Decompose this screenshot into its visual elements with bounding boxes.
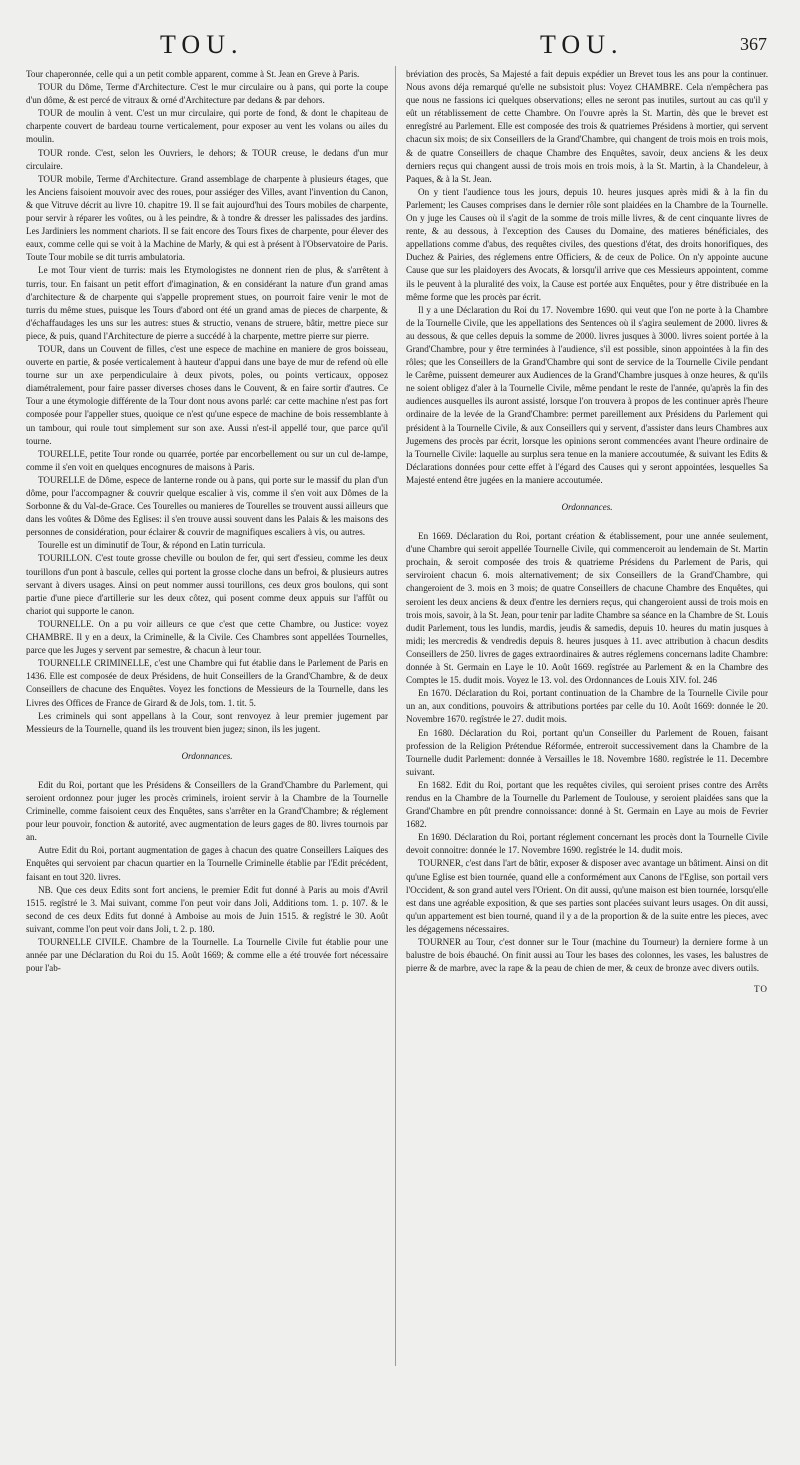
paragraph: TOUR, dans un Couvent de filles, c'est une espece de machine en maniere de gros boisseau, ouverte en partie, & posée verticalement à hauteur d'appui dans une baye de mur de refend où elle tourne sur un axe perpendiculaire à deux pivots, poles, ou points verticaux, opposez diamétralement, pour faire passer diverses choses dans le Couvent, & en faire sortir d'autres. Ce Tour a une étymologie différente de la Tour dont nous avons parlé: car cette machine n'est pas fort composée pour l'appeller stues, quoique ce n'est qu'une espece de machine de bois ressemblante à un tambour, qui roule tout simplement sur son axe. Aussi n'est-il appellé tour, que parce qu'il tourne. — [26, 343, 388, 446]
paragraph: TOUR de moulin à vent. C'est un mur circulaire, qui porte de fond, & dont le chapiteau de charpente couvert de bardeau tourne verticalement, pour exposer au vent les volans ou ailes du moulin. — [26, 108, 388, 145]
ordonnance-paragraph: En 1680. Déclaration du Roi, portant qu'un Conseiller du Parlement de Rouen, faisant profession de la Religion Prétendue Réformée, entreroit successivement dans la Chambre de la Tournelle dudit Parlement: donnée à Versailles le 18. Novembre 1680. regîstrée le 11. Decembre suivant. — [406, 727, 768, 777]
right-column — [406, 68, 768, 996]
running-head-right: TOU. — [540, 30, 624, 59]
ordonnance-paragraph: En 1690. Déclaration du Roi, portant réglement concernant les procès dont la Tournelle Civile devoit connoitre: donnée le 17. Novembre 1690. regîstrée le 14. dudit mois. — [406, 832, 768, 856]
ordonnance-paragraph: TOURNELLE CIVILE. Chambre de la Tournelle. La Tournelle Civile fut établie pour une année par une Déclaration du Roi du 15. Août 1669; & comme elle a été trouvée fort nécessaire pour l'ab- — [26, 937, 388, 974]
section-title: Ordonnances. — [181, 750, 233, 761]
paragraph: On y tient l'audience tous les jours, depuis 10. heures jusques après midi & à la fin du Parlement; les Causes comprises dans le dernier rôle sont plaidées en la Chambre de la Tournelle. On y juge les Causes où il s'agit de la somme de trois mille livres, & de cent cinquante livres de rente, & au dessous, à l'exception des Causes du Domaine, des matieres bénéficiales, des appellations comme d'abus, des requêtes civiles, des questions d'état, des droits honorifiques, des Duchez & Pairies, des réglemens entre Officiers, & de ceux de Police. On n'y appointe aucune Cause que sur les plaidoyers des Avocats, & lorsqu'il arrive que ces Messieurs appointent, comme ils le peuvent à la pluralité des voix, la Cause est portée aux Enquêtes, pour y être distribuée en la même forme que les procès par écrit. — [406, 186, 768, 302]
ordonnance-paragraph: TOURNER, c'est dans l'art de bâtir, exposer & disposer avec avantage un bâtiment. Ainsi on dit qu'une Eglise est bien tournée, quand elle a conformément aux Canons de l'Eglise, son portail vers l'Occident, & son grand autel vers l'Orient. On dit aussi, qu'une maison est bien tournée, lorsqu'elle est dans une agréable exposition, & que ses parties sont placées suivant leurs usages. On dit aussi, qu'un appartement est bien tourné, quand il y a de la proportion & de la suite entre les pieces, avec les dégagemens nécessaires. — [406, 858, 768, 934]
column-divider — [395, 66, 396, 1366]
running-head — [0, 22, 800, 62]
ordonnance-paragraph: Edit du Roi, portant que les Présidens & Conseillers de la Grand'Chambre du Parlement, qui seroient ordonnez pour juger les procès criminels, iroient servir à la Chambre de la Tournelle Criminelle, comme faisoient ceux des Enquêtes, sans s'arrêter en la Grand'Chambre; & réglement pour leur pouvoir, fonction & autorité, avec augmentation de leurs gages de 80. livres tournois par an. — [26, 779, 388, 843]
ordonnance-paragraph: En 1669. Déclaration du Roi, portant création & établissement, pour une année seulement, d'une Chambre qui seroit appellée Tournelle Civile, qui commenceroit au lendemain de St. Martin prochain, & seroit composée des trois & quatrieme Présidens du Parlement de Paris, qui serviroient chacun 6. mois alternativement; de six Conseillers de la Grand'Chambre, qui changeroient de 3. mois en 3 mois; de quatre Conseillers de chacune Chambre des Enquêtes, qui seroient les deux anciens & deux d'entre les derniers reçus, qui changeroient aussi de trois mois en trois mois, savoir, à la St. Jean, pour tenir par ladite Chambre sa séance en la Chambre de St. Louis dudit Parlement, tous les lundis, mardis, jeudis & samedis, depuis 10. heures du matin jusques à midi; les mercredis & vendredis depuis 8. heures jusques à 11. avec attribution à chacun desdits Conseillers de 250. livres de gages extraordinaires & autres réglemens concernans ladite Chambre: donnée à St. Germain en Laye le 10. Août 1669. regîstrée au Parlement & en la Chambre des Comptes le 15. dudit mois. Voyez le 13. vol. des Ordonnances de Louis XIV. fol. 246 — [406, 531, 768, 686]
paragraph: Tourelle est un diminutif de Tour, & répond en Latin turricula. — [38, 540, 266, 551]
paragraph: TOUR ronde. C'est, selon les Ouvriers, le dehors; & TOUR creuse, le dedans d'un mur circulaire. — [26, 147, 388, 171]
paragraph: bréviation des procès, Sa Majesté a fait depuis expédier un Brevet tous les ans pour la continuer. Nous avons déja remarqué qu'elle ne subsistoit plus: Voyez CHAMBRE. Cela n'empêchera pas que nous ne fassions ici quelques observations; elles ne seront pas inutiles, surtout au cas qu'il y eût un rétablissement de cette Chambre. On l'ouvre après la St. Martin, dès que le brevet est enregîstré au Parlement. Elle est composée des trois & quatriemes Présidens à mortier, qui servent chacun six mois; de six Conseillers de la Grand'Chambre, qui changent de trois mois en trois mois, & de quatre Conseillers de chaque Chambre des Enquêtes, savoir, deux anciens & les deux derniers reçus qui changent aussi de trois mois en trois mois, à la St. Martin, à la Chandeleur, à Paques, & à la St. Jean. — [406, 69, 768, 184]
page-number: 367 — [740, 34, 767, 54]
paragraph: Il y a une Déclaration du Roi du 17. Novembre 1690. qui veut que l'on ne porte à la Chambre de la Tournelle Civile, que les appellations des Sentences où il s'agira seulement de 2000. livres & au dessous, & que celles depuis la somme de 2000. livres jusques à 3000. livres soient portée à la Grand'Chambre, pour y être terminées à l'audience, s'il est possible, sinon appointées à la fin des rôles; que les Conseillers de la Grand'Chambre qui sont de service de la Tournelle Civile pendant le Carême, puissent demeurer aux Audiences de la Grand'Chambre jusques à onze heures, & qu'ils ne soient obligez d'aler à la Tournelle Civile, même pendant le reste de l'année, qu'après la fin des audiences ausquelles ils auront assisté, lorsque l'on trouvera à propos de les continuer après l'heure ordinaire de la levée de la Grand'Chambre: permet pareillement aux Présidens du Parlement qui président à la Tournelle Civile, & aux Conseillers qui y servent, d'assister dans leurs Chambres aux Jugemens des procès par écrit, lorsque les opinions seront commencées avant l'heure ordinaire de la Tournelle Civile: laquelle au surplus sera tenue en la maniere accoutumée, & suivant les Edits & Déclarations données pour cette effet à l'égard des Causes qui y seront appointées, lesquelles Sa Majesté entend être jugées en la maniere accoutumée. — [406, 304, 768, 485]
paragraph: Les criminels qui sont appellans à la Cour, sont renvoyez à leur premier jugement par Messieurs de la Tournelle, quand ils les trouvent bien jugez; sinon, ils les jugent. — [26, 710, 388, 734]
ordonnance-paragraph: En 1682. Edit du Roi, portant que les requêtes civiles, qui seroient prises contre des Arrêts rendus en la Chambre de la Tournelle du Parlement de Toulouse, y seroient plaidées sans que la Grand'Chambre en pût prendre connoissance: donné à St. Germain en Laye au mois de Fevrier 1682. — [406, 779, 768, 830]
ordonnance-paragraph: En 1670. Déclaration du Roi, portant continuation de la Chambre de la Tournelle Civile pour un an, aux conditions, pouvoirs & attributions portées par celle du 10. Août 1669: donnée le 20. Novembre 1670. regîstrée le 27. dudit mois. — [406, 688, 768, 725]
paragraph: TOURELLE, petite Tour ronde ou quarrée, portée par encorbellement ou sur un cul de-lampe, comme il s'en voit en quelques encognures de maisons à Paris. — [26, 448, 388, 472]
paragraph: Tour chaperonnée, celle qui a un petit comble apparent, comme à St. Jean en Greve à Paris. — [26, 69, 360, 79]
ordonnance-paragraph: NB. Que ces deux Edits sont fort anciens, le premier Edit fut donné à Paris au mois d'Avril 1515. regîstré le 3. Mai suivant, comme l'on peut voir dans Joli, Additions tom. 1. p. 107. & le second de ces deux Edits fut donné à Amboise au mois de Juin 1515. & regîstré le 30. Août suivant, comme l'on peut voir dans Joli, t. 2. p. 180. — [26, 884, 388, 934]
ordonnance-paragraph: Autre Edit du Roi, portant augmentation de gages à chacun des quatre Conseillers Laïques des Enquêtes qui servoient par chacun quartier en la Tournelle Criminelle établie par l'Edit précédent, faisant en tout 320. livres. — [26, 845, 388, 882]
catchword: TO — [754, 984, 768, 995]
paragraph: TOUR du Dôme, Terme d'Architecture. C'est le mur circulaire ou à pans, qui porte la coupe d'un dôme, & est percé de vitraux & orné d'Architecture par dedans & par dehors. — [26, 82, 388, 106]
running-head-left: TOU. — [160, 30, 244, 59]
paragraph: TOUR mobile, Terme d'Architecture. Grand assemblage de charpente à plusieurs étages, que les Anciens faisoient mouvoir avec des roues, pour assiéger des Villes, avant l'invention du Canon, & que Vitruve décrit au livre 10. chapitre 19. Il se fait aujourd'hui des Tours mobiles de charpente, pour servir à réparer les voûtes, ou à les peindre, & à tondre & dresser les palissades des jardins. Les Jardiniers les nomment chariots. Il se fait encore des Tours fixes de charpente, pour élever des eaux, comme celle qui se voit à la Machine de Marly, & qui est à présent à l'Observatoire de Paris. Toute Tour mobile se dit turris ambulatoria. — [26, 173, 388, 263]
paragraph: Le mot Tour vient de turris: mais les Etymologistes ne donnent rien de plus, & s'arrêtent à turris, tour. En faisant un petit effort d'imagination, & en considérant la nature d'un grand amas d'architecture & de charpente qui s'appelle proprement stues, on pourroit faire venir le mot de turris du même stues, puisque les Tours d'abord ont été un grand amas de pieces de charpente, & d'échaffaudages les uns sur les autres: stues & structio, venans de struere, bâtir, mettre piece sur piece, & puis, quand l'Architecture de pierre a succédé à la charpente, mettre pierre sur pierre. — [26, 265, 388, 341]
section-title: Ordonnances. — [561, 502, 613, 512]
ordonnance-paragraph: TOURNER au Tour, c'est donner sur le Tour (machine du Tourneur) la derniere forme à un balustre de bois ébauché. On finit aussi au Tour les bases des colonnes, les vases, les balustres de pierre & de marbre, avec la rape & la peau de chien de mer, & ceux de bronze avec divers outils. — [406, 937, 768, 974]
paragraph: TOURILLON. C'est toute grosse cheville ou boulon de fer, qui sert d'essieu, comme les deux tourillons d'un pont à bascule, celles qui portent la grosse cloche dans un befroi, & plusieurs autres servant à divers usages. Ainsi on peut nommer aussi tourillons, ces deux gros boulons, qui sont partie d'une piece d'artillerie sur les deux côtez, qui posent comme deux appuis sur l'affût ou chariot qui supporte le canon. — [26, 553, 388, 616]
left-column — [26, 68, 388, 975]
paragraph: TOURELLE de Dôme, espece de lanterne ronde ou à pans, qui porte sur le massif du plan d'un dôme, pour l'accompagner & couvrir quelque escalier à vis, comme il s'en voit aux Dômes de la Sorbonne & du Val-de-Grace. Ces Tourelles ou manieres de Tourelles se trouvent aussi ailleurs que dans les voûtes & Dôme des Eglises: il s'en trouve aussi souvent dans les Palais & les maisons des personnes de considération, pour éclairer & couvrir de magnifiques escaliers à vis, ou autres. — [26, 474, 388, 538]
paragraph: TOURNELLE. On a pu voir ailleurs ce que c'est que cette Chambre, ou Justice: voyez CHAMBRE. Il y en a deux, la Criminelle, & la Civile. Ces Chambres sont appellées Tournelles, parce que les Juges y servent par semestre, & chacun à leur tour. — [26, 618, 388, 656]
paragraph: TOURNELLE CRIMINELLE, c'est une Chambre qui fut établie dans le Parlement de Paris en 1436. Elle est composée de deux Présidens, de huit Conseillers de la Grand'Chambre, & de deux Conseillers de chacune des Enquêtes. Voyez les fonctions de Messieurs de la Tournelle, dans les Livres des Offices de France de Girard & de Jols, tom. 1. tit. 5. — [26, 658, 388, 708]
